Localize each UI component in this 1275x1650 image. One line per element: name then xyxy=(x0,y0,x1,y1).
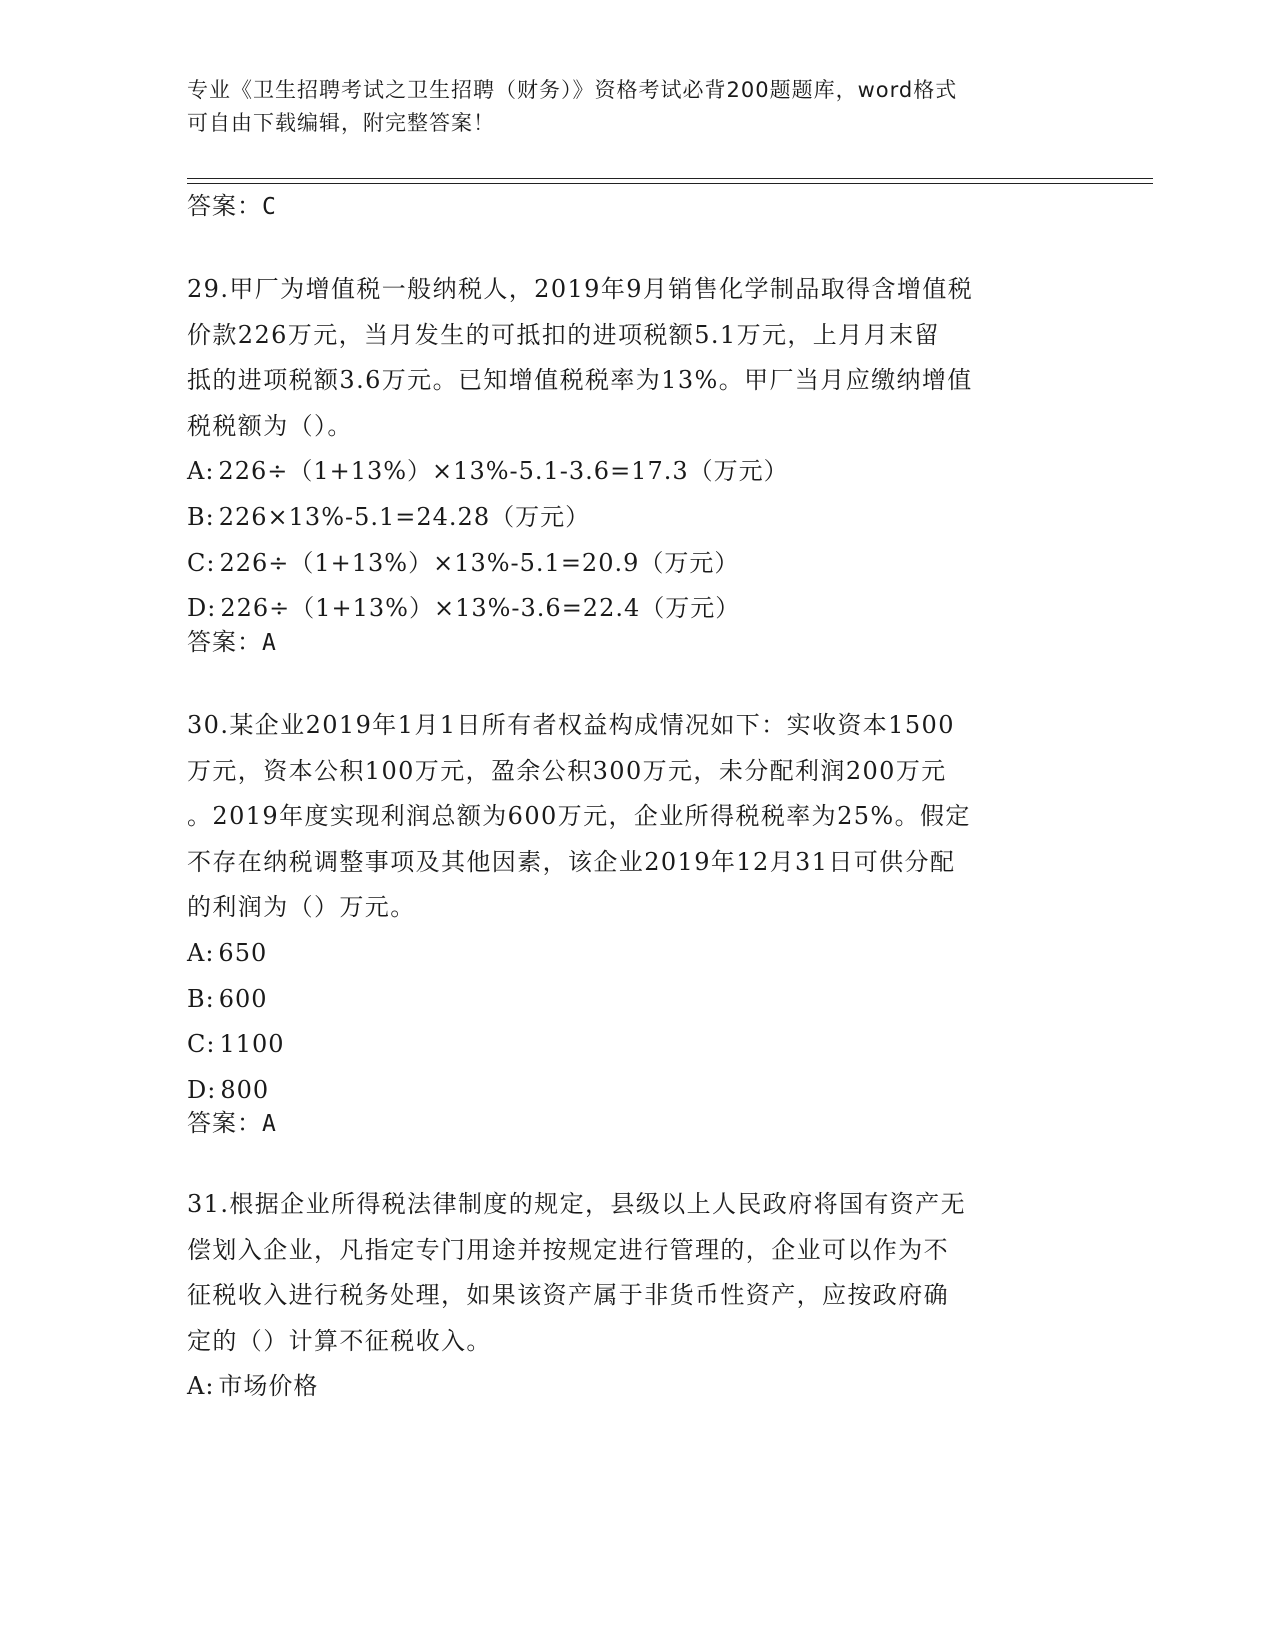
option-text: 市场价格 xyxy=(218,1372,319,1401)
option-text: 800 xyxy=(220,1075,270,1104)
answer-value: A xyxy=(262,1111,277,1137)
previous-answer xyxy=(187,186,277,221)
question-29-option-d xyxy=(187,586,1077,632)
question-29-option-b xyxy=(187,495,1077,541)
question-31 xyxy=(187,1182,1077,1410)
option-key: C: xyxy=(187,548,216,577)
question-31-stem-line: 偿划入企业，凡指定专门用途并按规定进行管理的，企业可以作为不 xyxy=(187,1235,949,1264)
question-30-option-d xyxy=(187,1068,1077,1114)
header-rule-bottom xyxy=(187,183,1153,184)
answer-label: 答案： xyxy=(187,192,262,220)
option-text: 226÷（1+13%）×13%-5.1=20.9（万元） xyxy=(219,548,740,577)
answer-value: C xyxy=(262,194,277,220)
question-29-stem-line: 税税额为（）。 xyxy=(187,411,353,440)
question-30-stem-line: 的利润为（）万元。 xyxy=(187,893,416,922)
question-30-option-b xyxy=(187,977,1077,1023)
option-key: A: xyxy=(187,938,215,967)
option-text: 226÷（1+13%）×13%-5.1-3.6=17.3（万元） xyxy=(218,457,789,486)
question-29-stem-line: 抵的进项税额3.6万元。已知增值税税率为13%。甲厂当月应缴纳增值 xyxy=(187,366,973,395)
header-line-1: 专业《卫生招聘考试之卫生招聘（财务）》资格考试必背200题题库，word格式 xyxy=(187,78,958,102)
option-text: 226÷（1+13%）×13%-3.6=22.4（万元） xyxy=(220,594,741,623)
option-text: 650 xyxy=(218,938,268,967)
question-31-stem-line: 征税收入进行税务处理，如果该资产属于非货币性资产，应按政府确 xyxy=(187,1281,949,1310)
question-29-answer xyxy=(187,622,277,657)
option-key: A: xyxy=(187,457,215,486)
option-key: B: xyxy=(187,984,215,1013)
question-29-option-a xyxy=(187,449,1077,495)
question-31-option-a xyxy=(187,1364,1077,1410)
document-header xyxy=(187,74,1067,140)
question-29-stem-line: 29.甲厂为增值税一般纳税人，2019年9月销售化学制品取得含增值税 xyxy=(187,275,974,303)
question-31-stem-line: 定的（）计算不征税收入。 xyxy=(187,1326,492,1355)
option-key: D: xyxy=(187,594,217,623)
answer-value: A xyxy=(262,630,277,656)
option-text: 600 xyxy=(218,984,268,1013)
question-30-stem-line: 万元，资本公积100万元，盈余公积300万元，未分配利润200万元 xyxy=(187,756,947,785)
question-30 xyxy=(187,703,1077,1113)
option-text: 1100 xyxy=(219,1030,285,1059)
question-29 xyxy=(187,267,1077,632)
question-29-stem-line: 价款226万元，当月发生的可抵扣的进项税额5.1万元，上月月末留 xyxy=(187,320,940,349)
question-29-option-c xyxy=(187,541,1077,587)
option-key: C: xyxy=(187,1030,216,1059)
question-30-option-a xyxy=(187,931,1077,977)
option-key: D: xyxy=(187,1075,217,1104)
header-line-2: 可自由下载编辑，附完整答案！ xyxy=(187,111,495,135)
option-key: A: xyxy=(187,1372,215,1401)
question-31-stem-line: 31.根据企业所得税法律制度的规定，县级以上人民政府将国有资产无 xyxy=(187,1190,966,1218)
option-text: 226×13%-5.1=24.28（万元） xyxy=(218,502,591,531)
answer-label: 答案： xyxy=(187,1109,262,1137)
header-rule-top xyxy=(187,178,1153,179)
question-30-stem-line: 30.某企业2019年1月1日所有者权益构成情况如下：实收资本1500 xyxy=(187,711,955,739)
answer-label: 答案： xyxy=(187,628,262,656)
question-30-option-c xyxy=(187,1022,1077,1068)
question-30-stem-line: 。2019年度实现利润总额为600万元，企业所得税税率为25%。假定 xyxy=(187,802,971,831)
question-30-stem-line: 不存在纳税调整事项及其他因素，该企业2019年12月31日可供分配 xyxy=(187,847,956,876)
question-30-answer xyxy=(187,1103,277,1138)
option-key: B: xyxy=(187,502,215,531)
